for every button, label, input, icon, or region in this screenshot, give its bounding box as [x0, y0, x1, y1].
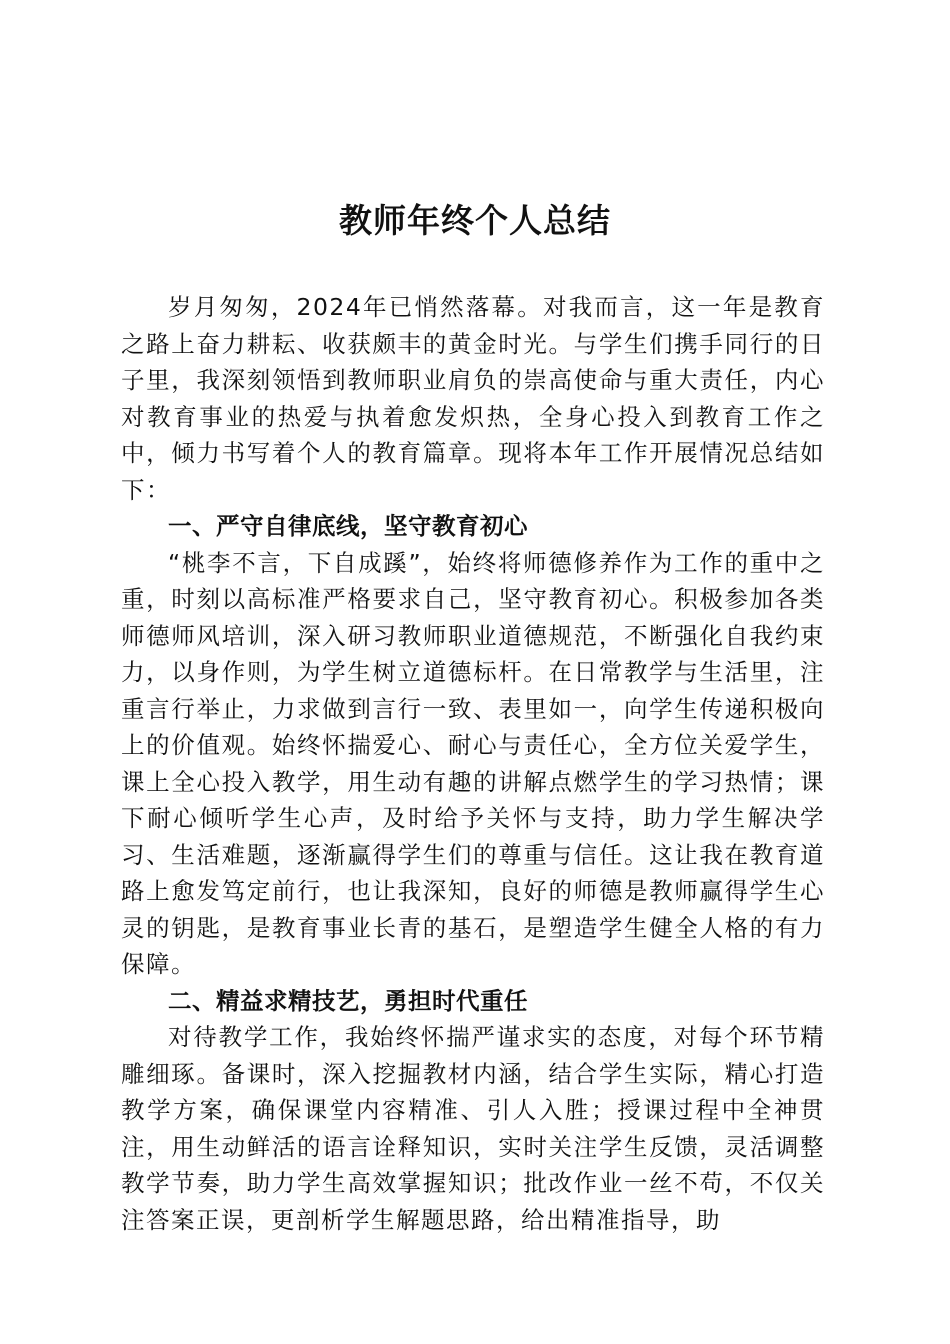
section-paragraph-2: 对待教学工作，我始终怀揣严谨求实的态度，对每个环节精雕细琢。备课时，深入挖掘教材内涵，结合学生实际，精心打造教学方案，确保课堂内容精准、引人入胜；授课过程中全神贯注，用生动鲜活的语言诠释知识，实时关注学生反馈，灵活调整教学节奏，助力学生高效掌握知识；批改作业一丝不苟，不仅关注答案正误，更剖析学生解题思路，给出精准指导，助 — [121, 1023, 825, 1234]
section-heading-1: 一、严守自律底线，坚守教育初心 — [168, 512, 528, 540]
document-body — [121, 289, 825, 1238]
section-heading-2: 二、精益求精技艺，勇担时代重任 — [168, 986, 528, 1015]
section-paragraph-1: “桃李不言，下自成蹊”，始终将师德修养作为工作的重中之重，时刻以高标准严格要求自己，坚守教育初心。积极参加各类师德师风培训，深入研习教师职业道德规范，不断强化自我约束力，以身作则，为学生树立道德标杆。在日常教学与生活里，注重言行举止，力求做到言行一致、表里如一，向学生传递积极向上的价值观。始终怀揣爱心、耐心与责任心，全方位关爱学生，课上全心投入教学，用生动有趣的讲解点燃学生的学习热情；课下耐心倾听学生心声，及时给予关怀与支持，助力学生解决学习、生活难题，逐渐赢得学生们的尊重与信任。这让我在教育道路上愈发笃定前行，也让我深知，良好的师德是教师赢得学生心灵的钥匙，是教育事业长青的基石，是塑造学生健全人格的有力保障。 — [121, 548, 825, 978]
intro-paragraph: 岁月匆匆，2024年已悄然落幕。对我而言，这一年是教育之路上奋力耕耘、收获颇丰的黄金时光。与学生们携手同行的日子里，我深刻领悟到教师职业肩负的崇高使命与重大责任，内心对教育事业的热爱与执着愈发炽热，全身心投入到教育工作之中，倾力书写着个人的教育篇章。现将本年工作开展情况总结如下： — [121, 293, 825, 504]
document-title: 教师年终个人总结 — [339, 201, 611, 240]
